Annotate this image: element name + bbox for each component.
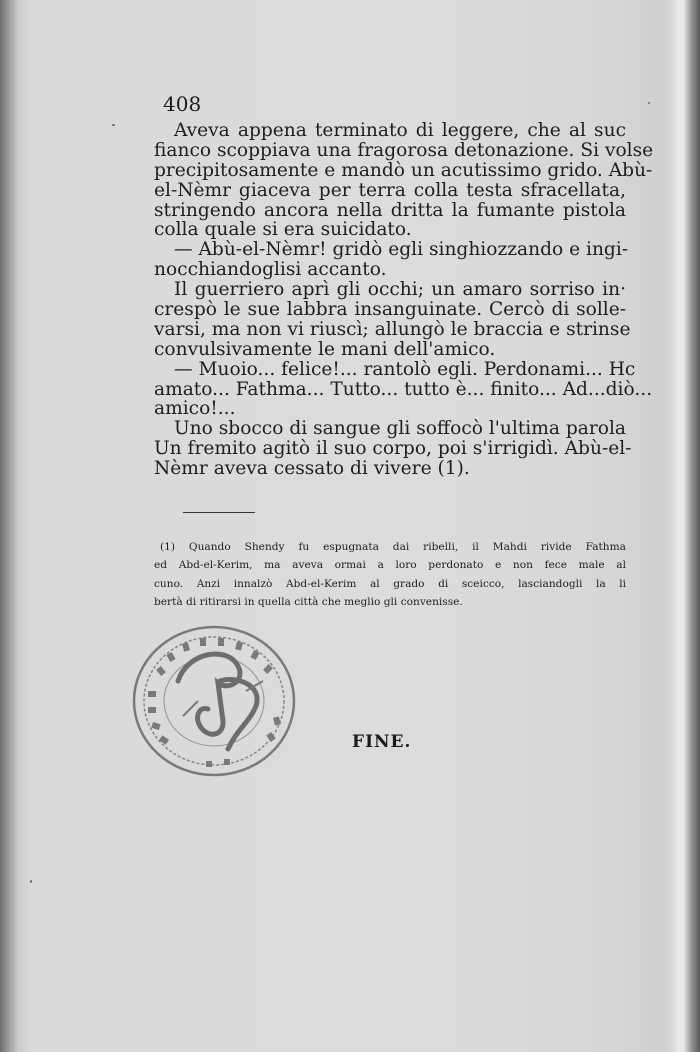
footnote-line: (1) Quando Shendy fu espugnata dai ribelli, il Mahdi rivide Fathma (160, 541, 626, 553)
text-line: nocchiandoglisi accanto. (154, 259, 387, 281)
end-mark: FINE. (352, 732, 412, 752)
paragraph (154, 120, 654, 241)
print-speck (30, 880, 32, 883)
text-line: amico!... (154, 398, 236, 420)
paragraph (154, 279, 631, 360)
footnote-line: bertà di ritirarsi in quella città che meglio gli convenisse. (154, 596, 463, 609)
text-line: crespò le sue labbra insanguinate. Cercò di solle- (154, 299, 626, 321)
page-edge-shadow (674, 0, 700, 1052)
footnote-line: cuno. Anzi innalzò Abd-el-Kerim al grado di sceicco, lasciandogli la li (154, 577, 626, 590)
text-line: Uno sbocco di sangue gli soffocò l'ultima parola (174, 418, 626, 440)
footnote-separator (183, 512, 255, 513)
paragraph (154, 358, 653, 420)
text-line: colla quale si era suicidato. (154, 219, 412, 241)
library-stamp-icon (128, 621, 300, 781)
text-line: Nèmr aveva cessato di vivere (1). (154, 458, 470, 480)
text-line: convulsivamente le mani dell'amico. (154, 338, 496, 360)
text-line: stringendo ancora nella dritta la fumante pistola (154, 199, 626, 221)
text-line: varsi, ma non vi riuscì; allungò le braccia e strinse (154, 318, 631, 340)
print-speck (648, 102, 650, 104)
footnote-line: ed Abd-el-Kerim, ma aveva ormai a loro perdonato e non fece male al (154, 559, 626, 572)
paragraph (154, 239, 629, 281)
page-gutter-shadow (0, 0, 18, 1052)
body-text (154, 120, 654, 480)
text-line: precipitosamente e mandò un acutissimo grido. Abù- (154, 159, 653, 181)
text-line: — Abù-el-Nèmr! gridò egli singhiozzando e ingi- (174, 239, 629, 261)
page-number: 408 (163, 92, 202, 116)
footnote (154, 538, 626, 612)
text-line: el-Nèmr giaceva per terra colla testa sfracellata, (154, 179, 626, 201)
text-line: Il guerriero aprì gli occhi; un amaro sorriso in· (174, 279, 626, 301)
text-line: amato... Fathma... Tutto... tutto è... finito... Ad...diò... (154, 378, 653, 400)
print-speck (112, 124, 115, 126)
text-line: Un fremito agitò il suo corpo, poi s'irrigidì. Abù-el- (154, 438, 632, 460)
text-line: Aveva appena terminato di leggere, che al suc (174, 120, 626, 141)
text-line: fianco scoppiava una fragorosa detonazione. Si volse (154, 139, 654, 161)
text-line: — Muoio... felice!... rantolò egli. Perdonami... Hc (174, 358, 636, 380)
paragraph (154, 418, 632, 480)
